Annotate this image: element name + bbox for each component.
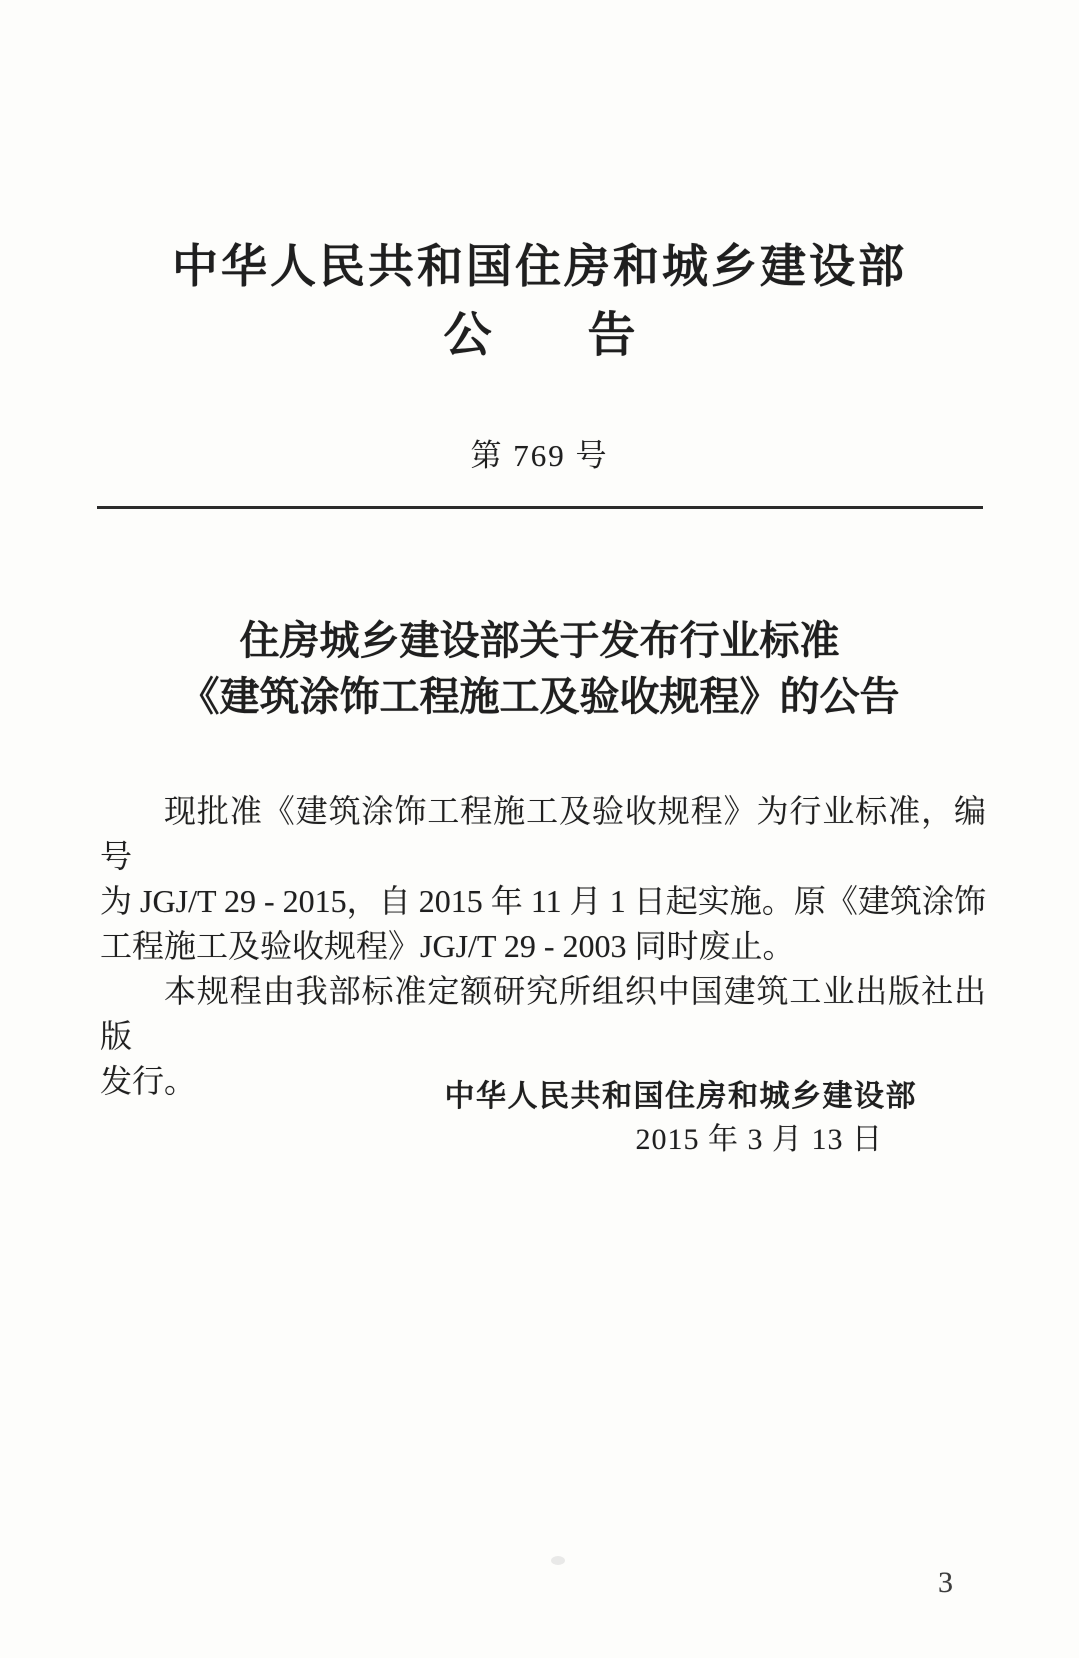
- issue-date: 2015 年 3 月 13 日: [635, 1123, 883, 1156]
- body-paragraph1-line1: 现批准《建筑涂饰工程施工及验收规程》为行业标准，编号: [100, 793, 986, 874]
- body-paragraph1-line3: 工程施工及验收规程》JGJ/T 29 - 2003 同时废止。: [100, 928, 795, 964]
- divider-rule: [97, 506, 983, 509]
- scan-smudge-mark: [551, 1556, 565, 1565]
- announcement-body: [100, 789, 986, 1104]
- subtitle-line-1: 住房城乡建设部关于发布行业标准: [239, 618, 840, 663]
- issuer-signature: 中华人民共和国住房和城乡建设部: [444, 1080, 917, 1113]
- document-number: 第 769 号: [470, 438, 609, 473]
- body-paragraph1-line2: 为 JGJ/T 29 - 2015，自 2015 年 11 月 1 日起实施。原《建筑涂饰: [100, 883, 986, 919]
- body-paragraph2-line1: 本规程由我部标准定额研究所组织中国建筑工业出版社出版: [100, 973, 986, 1054]
- announcement-heading: 公 告: [443, 309, 636, 362]
- subtitle-line-2: 《建筑涂饰工程施工及验收规程》的公告: [179, 674, 900, 719]
- announcement-subtitle: [0, 613, 1079, 725]
- body-paragraph2-line2: 发行。: [100, 1063, 197, 1099]
- ministry-title: 中华人民共和国住房和城乡建设部: [172, 241, 907, 292]
- page-number: 3: [938, 1566, 953, 1599]
